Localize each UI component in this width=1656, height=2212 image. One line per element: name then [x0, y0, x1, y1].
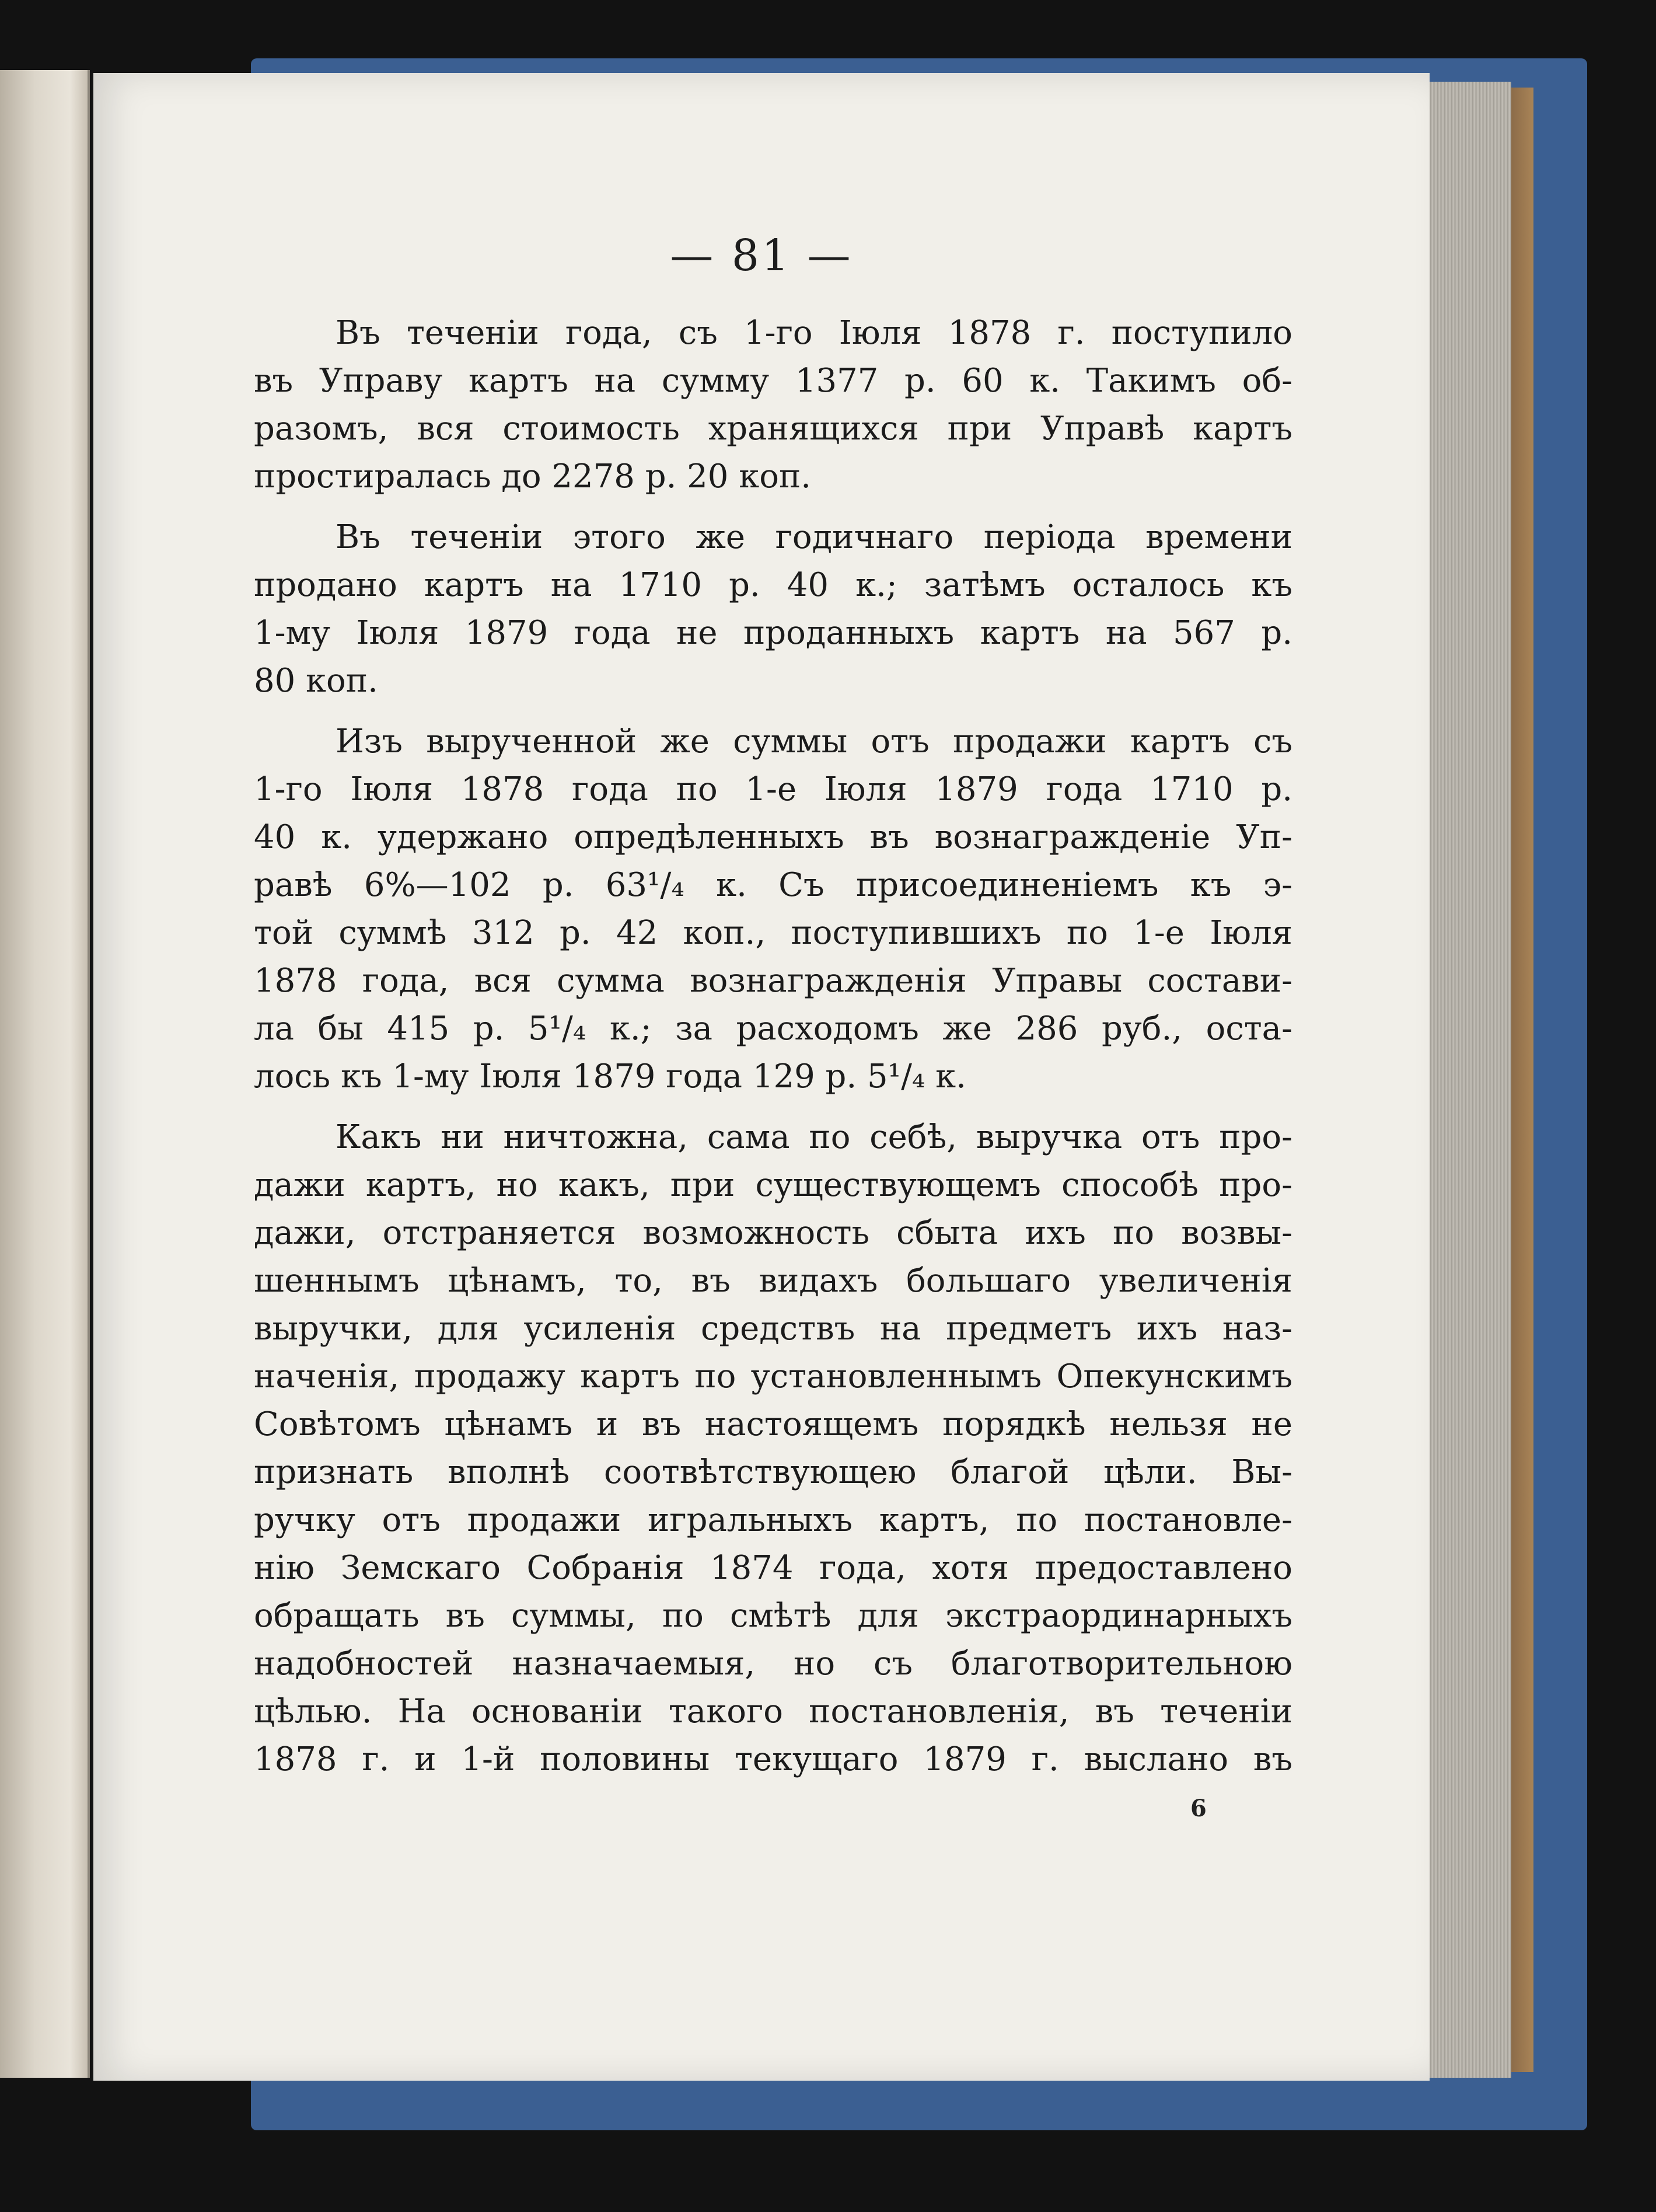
text-line: нію Земскаго Собранія 1874 года, хотя предоставлено — [254, 1549, 1292, 1587]
text-line: признать вполнѣ соотвѣтствующею благой цѣли. Вы- — [254, 1453, 1292, 1491]
text-line: ла бы 415 р. 5¹/₄ к.; за расходомъ же 286 руб., оста- — [254, 1010, 1292, 1048]
text-line: лось къ 1-му Іюля 1879 года 129 р. 5¹/₄ к. — [254, 1058, 966, 1095]
book-page — [93, 73, 1430, 2081]
text-line: разомъ, вся стоимость хранящихся при Управѣ картъ — [254, 410, 1292, 448]
text-line: шеннымъ цѣнамъ, то, въ видахъ большаго увеличенія — [254, 1262, 1292, 1300]
text-line: Какъ ни ничтожна, сама по себѣ, выручка отъ про- — [336, 1118, 1292, 1156]
paragraph-3 — [254, 718, 1292, 1101]
text-line: 80 коп. — [254, 662, 378, 700]
signature-mark: 6 — [1190, 1795, 1207, 1822]
text-line: цѣлью. На основаніи такого постановленія, въ теченіи — [254, 1693, 1292, 1730]
text-line: Въ теченіи этого же годичнаго періода времени — [336, 518, 1292, 556]
text-line: надобностей назначаемыя, но съ благотворительною — [254, 1645, 1292, 1683]
text-line: 40 к. удержано опредѣленныхъ въ вознагражденіе Уп- — [254, 818, 1292, 856]
text-line: ручку отъ продажи игральныхъ картъ, по постановле- — [254, 1501, 1292, 1539]
paragraph-1 — [254, 309, 1292, 501]
text-line: 1878 г. и 1-й половины текущаго 1879 г. выслано въ — [254, 1740, 1292, 1778]
text-line: равѣ 6%—102 р. 63¹/₄ к. Съ присоединеніемъ къ э- — [254, 866, 1292, 904]
page-text — [254, 309, 1292, 1796]
text-line: Совѣтомъ цѣнамъ и въ настоящемъ порядкѣ нельзя не — [254, 1405, 1292, 1443]
previous-page-edge — [0, 70, 90, 2078]
text-line: продано картъ на 1710 р. 40 к.; затѣмъ осталось къ — [254, 566, 1292, 604]
page-number: — 81 — — [670, 231, 853, 281]
text-line: дажи, отстраняется возможность сбыта ихъ по возвы- — [254, 1214, 1292, 1252]
text-line: въ Управу картъ на сумму 1377 р. 60 к. Такимъ об- — [254, 362, 1292, 400]
text-line: 1-му Іюля 1879 года не проданныхъ картъ на 567 р. — [254, 614, 1292, 652]
paragraph-4 — [254, 1114, 1292, 1784]
page-block-edges — [1424, 82, 1511, 2078]
book-spine-edge — [1510, 88, 1533, 2072]
text-line: 1-го Іюля 1878 года по 1-е Іюля 1879 года 1710 р. — [254, 770, 1292, 808]
text-line: простиралась до 2278 р. 20 коп. — [254, 458, 812, 496]
text-line: дажи картъ, но какъ, при существующемъ способѣ про- — [254, 1166, 1292, 1204]
text-line: обращать въ суммы, по смѣтѣ для экстраординарныхъ — [254, 1597, 1292, 1635]
text-line: 1878 года, вся сумма вознагражденія Управы состави- — [254, 962, 1292, 1000]
text-line: выручки, для усиленія средствъ на предметъ ихъ наз- — [254, 1310, 1292, 1348]
text-line: наченія, продажу картъ по установленнымъ Опекунскимъ — [254, 1358, 1292, 1395]
text-line: Въ теченіи года, съ 1-го Іюля 1878 г. поступило — [336, 314, 1292, 352]
text-line: Изъ вырученной же суммы отъ продажи картъ съ — [336, 723, 1292, 760]
text-line: той суммѣ 312 р. 42 коп., поступившихъ по 1-е Іюля — [254, 914, 1292, 952]
paragraph-2 — [254, 514, 1292, 705]
